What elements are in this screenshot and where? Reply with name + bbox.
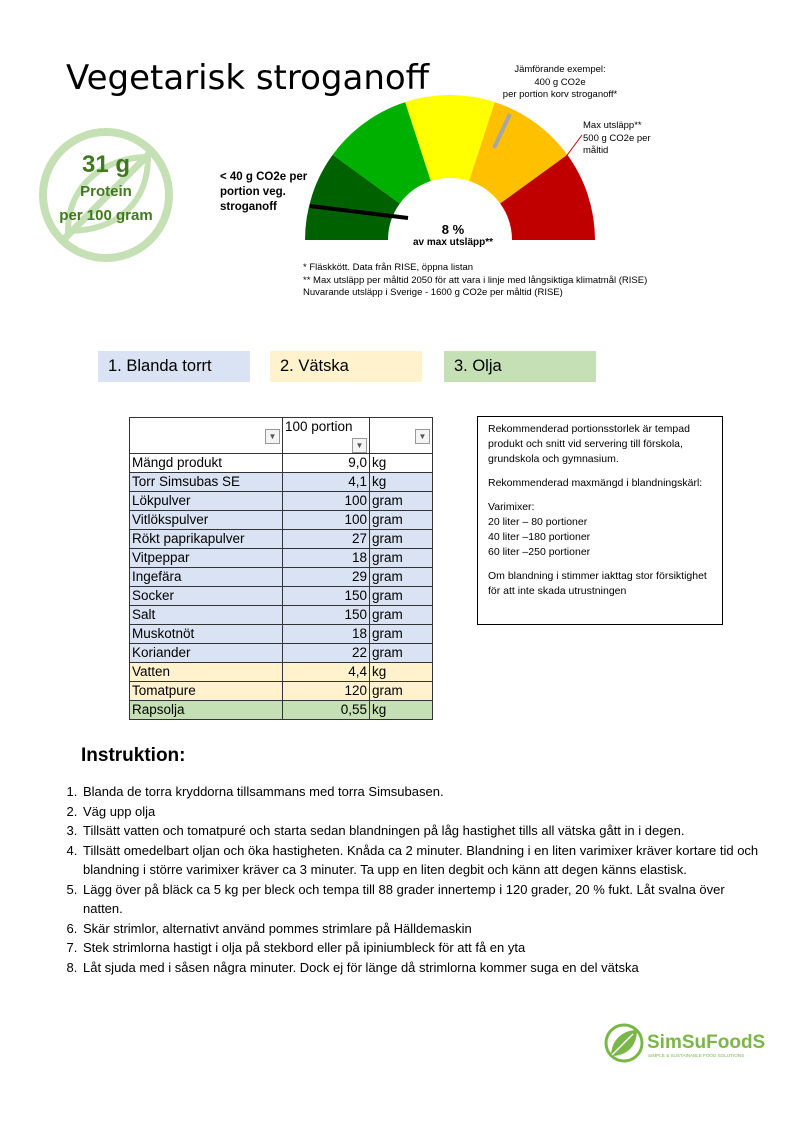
info-warning-text: Om blandning i stimmer iakttag stor försiktighet för att inte skada utrustningen (488, 570, 707, 597)
instruction-step: 3. Tillsätt vatten och tomatpuré och starta sedan blandningen på låg hastighet tills all vätska gått in i degen. (81, 821, 761, 841)
step-2-label: 2. Vätska (280, 357, 349, 375)
logo-tagline: SIMPLE & SUSTAINABLE FOOD SOLUTIONS (648, 1053, 745, 1058)
header-portion-label: 100 portion (285, 419, 353, 434)
info-box (477, 416, 723, 625)
ingredient-unit: gram (370, 530, 433, 549)
ingredient-amount: 100 (283, 511, 370, 530)
footnote-1: * Fläskkött. Data från RISE, öppna listan (303, 262, 474, 273)
ingredient-amount: 120 (283, 682, 370, 701)
info-max-text: Rekommenderad maxmängd i blandningskärl: (488, 477, 703, 489)
ingredient-unit: kg (370, 663, 433, 682)
table-row (130, 530, 433, 549)
ingredient-amount: 18 (283, 625, 370, 644)
ingredient-unit: kg (370, 701, 433, 720)
instruction-step: 5. Lägg över på bläck ca 5 kg per bleck och tempa till 88 grader innertemp i 120 grader, 20 % fukt. Låt svalna över natten. (81, 880, 761, 919)
compare-line-3: per portion korv stroganoff* (502, 89, 618, 100)
table-row (130, 473, 433, 492)
ingredient-amount: 29 (283, 568, 370, 587)
instruction-step: 8. Låt sjuda med i såsen några minuter. Dock ej för länge då strimlorna kommer suga en del vätska (81, 958, 761, 978)
ingredient-name: Vitpeppar (130, 549, 283, 568)
ingredient-unit: kg (370, 454, 433, 473)
compare-line-2: 400 g CO2e (534, 76, 586, 88)
step-1-header (98, 351, 250, 382)
table-row (130, 644, 433, 663)
ingredient-name: Socker (130, 587, 283, 606)
instruction-step: 7. Stek strimlorna hastigt i olja på stekbord eller på ipiniumbleck för att få en yta (81, 938, 761, 958)
table-row (130, 511, 433, 530)
ingredient-unit: gram (370, 682, 433, 701)
header-cell-name (130, 418, 283, 454)
ingredient-name: Mängd produkt (130, 454, 283, 473)
ingredient-amount: 4,4 (283, 663, 370, 682)
ingredient-amount: 22 (283, 644, 370, 663)
ingredient-amount: 18 (283, 549, 370, 568)
ingredient-unit: gram (370, 511, 433, 530)
protein-unit: per 100 gram (59, 207, 153, 224)
max-line-1: Max utsläpp** (583, 120, 642, 131)
ingredient-name: Salt (130, 606, 283, 625)
ingredient-unit: gram (370, 587, 433, 606)
ingredient-name: Lökpulver (130, 492, 283, 511)
logo-name: SimSuFoodS (647, 1032, 766, 1053)
ingredient-amount: 9,0 (283, 454, 370, 473)
simsufoods-logo (603, 1022, 773, 1066)
ingredient-amount: 27 (283, 530, 370, 549)
ingredient-unit: gram (370, 492, 433, 511)
table-header-row (130, 418, 433, 454)
filter-dropdown-icon[interactable]: ▼ (265, 429, 280, 444)
max-line-2: 500 g CO2e per (583, 132, 651, 144)
ingredient-name: Tomatpure (130, 682, 283, 701)
page-title: Vegetarisk stroganoff (66, 58, 430, 98)
header-cell-unit (370, 418, 433, 454)
footnote-2: ** Max utsläpp per måltid 2050 för att vara i linje med långsiktiga klimatmål (RISE) (303, 274, 648, 286)
ingredient-unit: gram (370, 549, 433, 568)
info-portion-text: Rekommenderad portionsstorlek är tempad produkt och snitt vid servering till förskola, grundskola och gymnasium. (488, 423, 690, 465)
table-row (130, 549, 433, 568)
gauge-left-label: < 40 g CO2e per portion veg. stroganoff (220, 171, 308, 213)
ingredient-unit: gram (370, 568, 433, 587)
protein-amount: 31 g (81, 151, 131, 178)
ingredient-amount: 150 (283, 587, 370, 606)
protein-label: Protein (80, 183, 132, 200)
varimixer-title: Varimixer: (488, 501, 535, 513)
table-row (130, 492, 433, 511)
gauge-max-label (583, 120, 673, 158)
gauge-footnotes (303, 262, 647, 300)
ingredient-name: Muskotnöt (130, 625, 283, 644)
table-row (130, 682, 433, 701)
filter-dropdown-icon[interactable]: ▼ (415, 429, 430, 444)
ingredient-unit: kg (370, 473, 433, 492)
ingredient-unit: gram (370, 625, 433, 644)
ingredient-name: Ingefära (130, 568, 283, 587)
step-3-header (444, 351, 596, 382)
protein-badge (38, 150, 174, 228)
compare-line-1: Jämförande exempel: (514, 64, 606, 75)
instruction-step: 1. Blanda de torra kryddorna tillsammans med torra Simsubasen. (81, 782, 761, 802)
varimixer-line: 60 liter –250 portioner (488, 546, 591, 558)
step-1-label: 1. Blanda torrt (108, 357, 212, 375)
ingredient-name: Torr Simsubas SE (130, 473, 283, 492)
gauge-percent (408, 222, 498, 248)
info-varimixer (488, 500, 712, 560)
instructions-heading: Instruktion: (81, 745, 186, 766)
ingredient-amount: 4,1 (283, 473, 370, 492)
ingredient-table (129, 417, 433, 720)
table-row (130, 568, 433, 587)
footnote-3: Nuvarande utsläpp i Sverige - 1600 g CO2e per måltid (RISE) (303, 287, 563, 298)
table-row (130, 606, 433, 625)
ingredient-amount: 0,55 (283, 701, 370, 720)
percent-value: 8 % (441, 222, 465, 237)
gauge-compare-label (485, 64, 635, 102)
ingredient-amount: 100 (283, 492, 370, 511)
ingredient-name: Rapsolja (130, 701, 283, 720)
instruction-step: 4. Tillsätt omedelbart oljan och öka hastigheten. Knåda ca 2 minuter. Blandning i en liten varimixer kräver kortare tid och blandning i större varimixer kräver ca 3 minuter. Ta upp en liten degbit och känn att degen känns elastisk. (81, 841, 761, 880)
table-row (130, 663, 433, 682)
ingredient-unit: gram (370, 644, 433, 663)
varimixer-line: 20 liter – 80 portioner (488, 516, 588, 528)
ingredient-name: Vitlökspulver (130, 511, 283, 530)
step-2-header (270, 351, 422, 382)
step-3-label: 3. Olja (454, 357, 502, 375)
table-row (130, 625, 433, 644)
ingredient-name: Rökt paprikapulver (130, 530, 283, 549)
ingredient-name: Vatten (130, 663, 283, 682)
varimixer-line: 40 liter –180 portioner (488, 531, 591, 543)
table-row (130, 454, 433, 473)
max-marker (565, 135, 582, 158)
filter-dropdown-icon[interactable]: ▼ (352, 438, 367, 453)
instructions-list (55, 782, 761, 977)
header-cell-portion (283, 418, 370, 454)
ingredient-amount: 150 (283, 606, 370, 625)
instruction-step: 2. Väg upp olja (81, 802, 761, 822)
ingredient-unit: gram (370, 606, 433, 625)
ingredient-name: Koriander (130, 644, 283, 663)
table-row (130, 587, 433, 606)
percent-label: av max utsläpp** (412, 237, 494, 248)
instruction-step: 6. Skär strimlor, alternativt använd pommes strimlare på Hälldemaskin (81, 919, 761, 939)
max-line-3: måltid (583, 145, 609, 156)
table-row (130, 701, 433, 720)
